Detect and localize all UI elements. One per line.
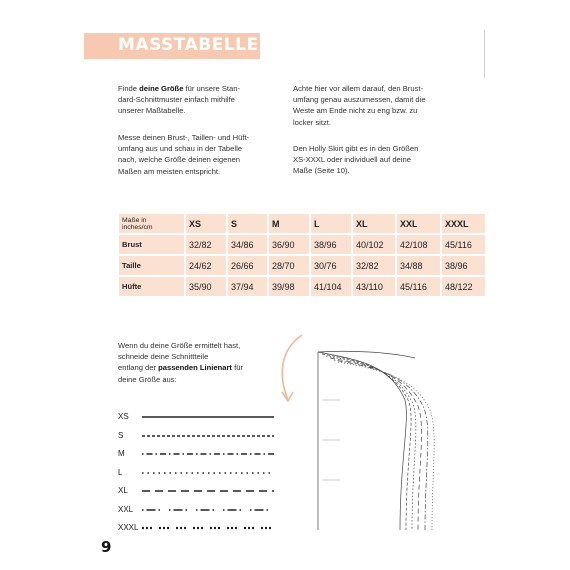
size-header: M xyxy=(269,214,309,233)
table-row xyxy=(119,235,485,254)
table-cell: 48/122 xyxy=(442,277,485,296)
table-cell: 38/96 xyxy=(442,256,485,275)
table-cell: 38/96 xyxy=(311,235,351,254)
table-cell: 45/116 xyxy=(397,277,440,296)
table-cell: 34/88 xyxy=(397,256,440,275)
page-number: 9 xyxy=(101,538,112,556)
row-label-brust: Brust xyxy=(119,235,184,254)
legend-label-xxl: XXL xyxy=(118,505,134,514)
row-label-huefte: Hüfte xyxy=(119,277,184,296)
page-title: MASSTABELLE xyxy=(118,35,259,55)
table-cell: 40/102 xyxy=(353,235,395,254)
intro-right-paragraph-2: Den Holly Skirt gibt es in den Größen XS-XXXL oder individuell auf deine Maße (Seite 10). xyxy=(293,144,419,176)
table-cell: 32/82 xyxy=(186,235,226,254)
table-cell: 26/66 xyxy=(228,256,267,275)
table-cell: 36/90 xyxy=(269,235,309,254)
legend-label-xl: XL xyxy=(118,486,128,495)
margin-divider xyxy=(484,30,485,78)
intro-left-paragraph-1: Finde deine Größe für unsere Stan- dard-Schnittmuster einfach mithilfe unserer Maßtabelle. xyxy=(118,84,240,116)
table-cell: 34/86 xyxy=(228,235,267,254)
size-header: XL xyxy=(353,214,395,233)
table-corner-label: Maße in inches/cm xyxy=(119,214,184,233)
pattern-piece-illustration xyxy=(300,340,460,530)
table-cell: 43/110 xyxy=(353,277,395,296)
row-label-taille: Taille xyxy=(119,256,184,275)
size-header: XS xyxy=(186,214,226,233)
intro-left-paragraph-2: Messe deinen Brust-, Taillen- und Hüft- umfang aus und schau in der Tabelle nach, welche Größe deinen eigenen Maßen am meisten entspricht. xyxy=(118,133,250,176)
legend-label-xs: XS xyxy=(118,412,129,421)
table-cell: 30/76 xyxy=(311,256,351,275)
legend-label-s: S xyxy=(118,431,124,440)
size-table xyxy=(117,212,487,298)
table-cell: 39/98 xyxy=(269,277,309,296)
table-header-row xyxy=(119,214,485,233)
size-header: L xyxy=(311,214,351,233)
legend-label-m: M xyxy=(118,449,125,458)
table-cell: 41/104 xyxy=(311,277,351,296)
table-cell: 45/116 xyxy=(442,235,485,254)
table-row xyxy=(119,277,485,296)
legend-label-l: L xyxy=(118,468,123,477)
table-cell: 32/82 xyxy=(353,256,395,275)
size-header: S xyxy=(228,214,267,233)
table-cell: 24/62 xyxy=(186,256,226,275)
intro-right-paragraph-1: Achte hier vor allem darauf, den Brust- umfang genau auszumessen, damit die Weste am Ende nicht zu eng bzw. zu locker sitzt. xyxy=(293,84,426,127)
table-cell: 28/70 xyxy=(269,256,309,275)
table-cell: 35/90 xyxy=(186,277,226,296)
table-row xyxy=(119,256,485,275)
legend-label-xxxl: XXXL xyxy=(118,523,139,532)
size-header: XXXL xyxy=(442,214,485,233)
size-header: XXL xyxy=(397,214,440,233)
line-type-samples xyxy=(142,410,282,535)
cut-instructions: Wenn du deine Größe ermittelt hast, schneide deine Schnittteile entlang der passenden Linienart für deine Größe aus: xyxy=(118,341,243,384)
table-cell: 37/94 xyxy=(228,277,267,296)
table-cell: 42/108 xyxy=(397,235,440,254)
